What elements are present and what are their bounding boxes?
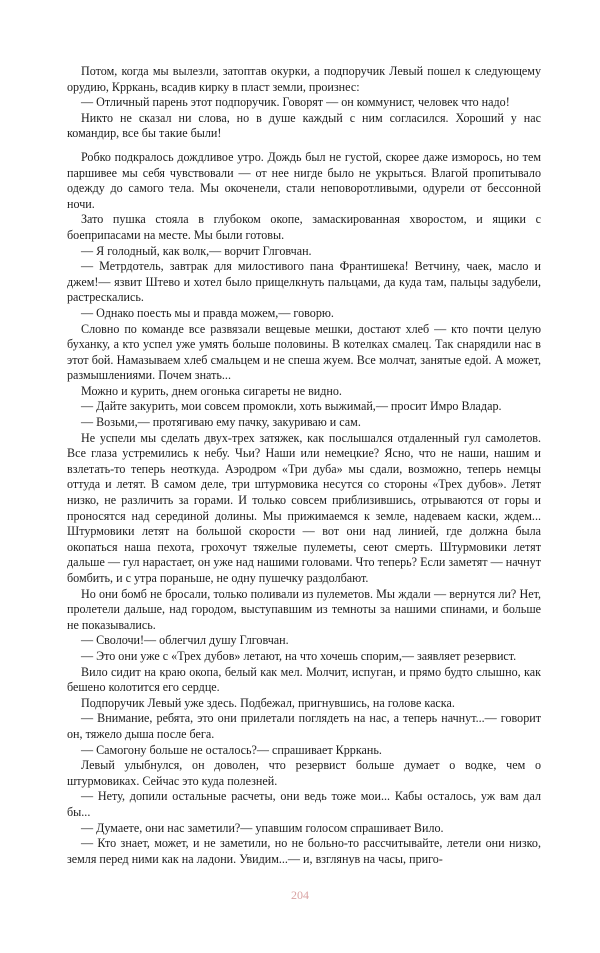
page-number: 204 [291,888,309,902]
paragraph: Робко подкралось дождливое утро. Дождь был не густой, скорее даже изморось, но тем паршивее мы себя чувствовали — от нее нигде было не укрыться. Влагой пропитывало одежду до самого тела. Мы окоченели, стали неповоротливыми, одурели от бессонной ночи. [67,149,541,211]
paragraph: — Я голодный, как волк,— ворчит Глговчан. [81,243,312,258]
paragraph: — Возьми,— протягиваю ему пачку, закуриваю и сам. [81,415,361,430]
paragraph: Можно и курить, днем огонька сигареты не видно. [81,383,342,398]
paragraph: — Однако поесть мы и правда можем,— говорю. [81,305,334,320]
paragraph: — Метрдотель, завтрак для милостивого пана Франтишека! Ветчину, чаек, масло и джем!— язвит Штево и хотел было прищелкнуть пальцами, да куда там, пальцы задубели, растрескались. [67,259,541,305]
paragraph: — Это они уже с «Трех дубов» летают, на что хочешь спорим,— заявляет резервист. [81,648,517,663]
paragraph: Левый улыбнулся, он доволен, что резервист больше думает о водке, чем о штурмовиках. Сейчас это куда полезней. [67,758,541,788]
paragraph: Не успели мы сделать двух-трех затяжек, как послышался отдаленный гул самолетов. Все глаза устремились к небу. Чьи? Наши или немецкие? Ясно, что не наши, нашим и взлетать-то теперь неоткуда. Аэродром «Три дуба» мы сдали, возможно, теперь немцы оттуда и летят. В самом деле, три штурмовика несутся со стороны «Трех дубов». Летят низко, не различить за горами. И только совсем приблизившись, отрываются от горы и проносятся над серединой долины. Мы прижимаемся к земле, надеваем каски, ждем... Штурмовики летят на большой скорости — вот они над линией, где должна была окопаться наша пехота, грохочут тяжелые пулеметы, сеют смерть. Штурмовики летят дальше — гул нарастает, он уже над нашими головами. Что теперь? Если заметят — начнут бомбить, и с утра пораньше, не одну пушечку раздолбают. [67,430,541,585]
paragraph: Но они бомб не бросали, только поливали из пулеметов. Мы ждали — вернутся ли? Нет, пролетели дальше, над городом, выступавшим из темноты за нашими спинами, и больше не показывались. [67,586,541,632]
paragraph: — Отличный парень этот подпоручик. Говорят — он коммунист, человек что надо! [81,95,510,110]
paragraph: — Дайте закурить, мои совсем промокли, хоть выжимай,— просит Имро Владар. [81,399,502,414]
paragraph: Вило сидит на краю окопа, белый как мел. Молчит, испуган, и прямо будто слышно, как бешено колотится его сердце. [67,664,541,695]
page-text [67,64,541,867]
paragraph: — Думаете, они нас заметили?— упавшим голосом спрашивает Вило. [81,820,444,835]
paragraph: — Нету, допили остальные расчеты, они ведь тоже мои... Кабы осталось, уж вам дал бы... [67,789,541,819]
paragraph: Никто не сказал ни слова, но в душе каждый с ним согласился. Хороший у нас командир, все бы такие были! [67,110,541,141]
paragraph: Подпоручик Левый уже здесь. Подбежал, пригнувшись, на голове каска. [81,695,455,710]
paragraph: — Кто знает, может, и не заметили, но не больно-то рассчитывайте, летели они низко, земля перед ними как на ладони. Увидим...— и, взглянув на часы, приго- [67,836,541,866]
paragraph: Зато пушка стояла в глубоком окопе, замаскированная хворостом, и ящики с боеприпасами на месте. Мы были готовы. [67,212,541,242]
paragraph: — Сволочи!— облегчил душу Глговчан. [81,633,289,648]
paragraph: — Самогону больше не осталось?— спрашивает Крркань. [81,742,382,757]
paragraph: Словно по команде все развязали вещевые мешки, достают хлеб — кто почти целую буханку, а кто успел уже умять больше половины. В котелках смалец. Так снарядили нас в этот бой. Намазываем хлеб смальцем и не спеша жуем. Все молчат, занятые едой. А может, размышлениями. Почем знать... [67,321,541,383]
paragraph: Потом, когда мы вылезли, затоптав окурки, а подпоручик Левый пошел к следующему орудию, Крркань, всадив кирку в пласт земли, произнес: [67,64,541,94]
paragraph: — Внимание, ребята, это они прилетали поглядеть на нас, а теперь начнут...— говорит он, тяжело дыша после бега. [67,711,541,741]
